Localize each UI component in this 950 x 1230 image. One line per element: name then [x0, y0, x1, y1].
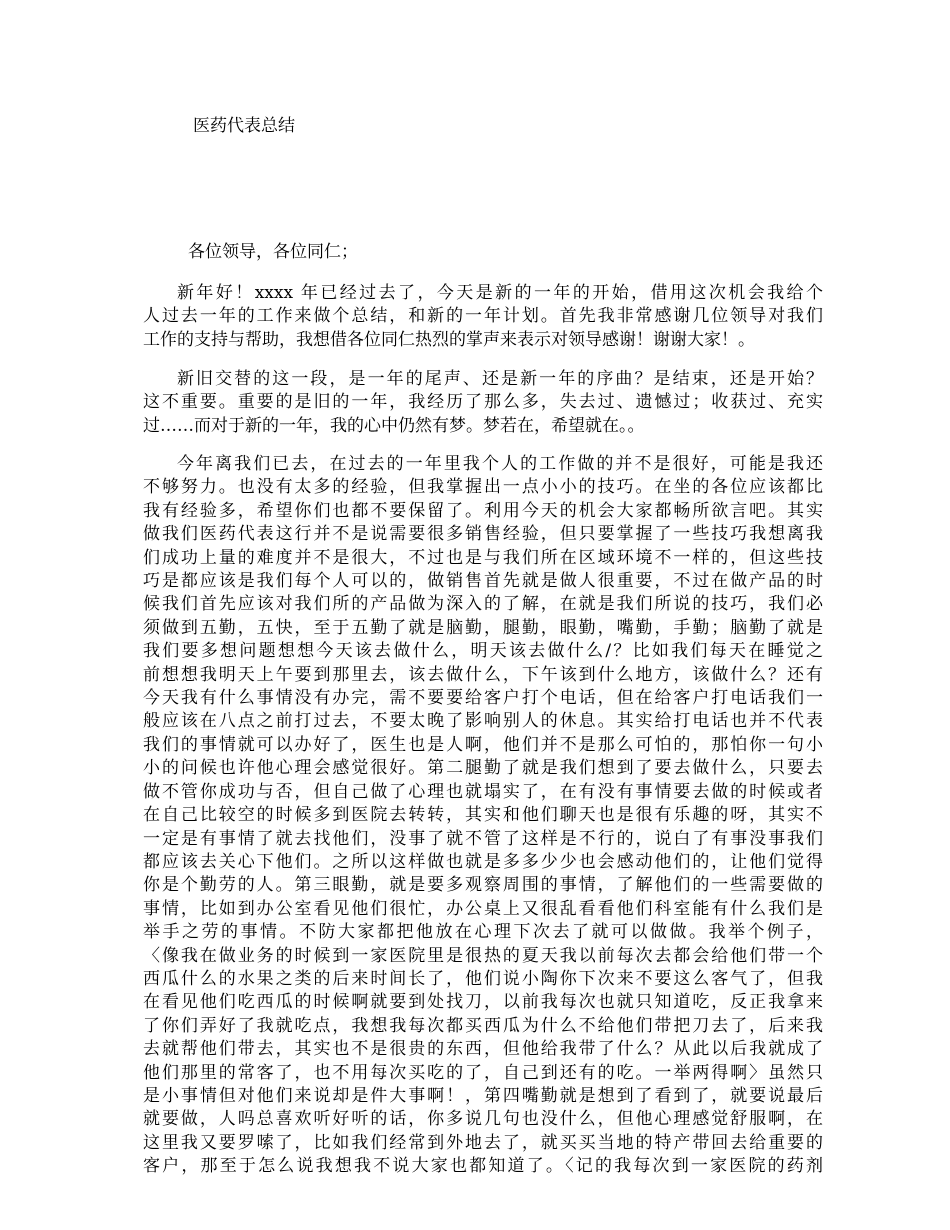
- paragraph-transition: [143, 368, 823, 438]
- paragraph-line: 过……而对于新的一年，我的心中仍然有梦。梦若在，希望就在。。: [143, 415, 645, 436]
- greeting-line: 各位领导，各位同仁；: [188, 242, 358, 262]
- paragraph-line: 这里我又要罗嗦了，比如我们经常到外地去了，就买买当地的特产带回去给重要的: [143, 1132, 823, 1153]
- paragraph-line: 你是个勤劳的人。第三眼勤，就是要多观察周围的事情，了解他们的一些需要做的: [143, 875, 823, 896]
- paragraph-line: 〈像我在做业务的时候到一家医院里是很热的夏天我以前每次去都会给他们带一个: [143, 945, 823, 966]
- paragraph-line: 我有经验多，希望你们也都不要保留了。利用今天的机会大家都畅所欲言吧。其实: [143, 500, 823, 521]
- paragraph-line: 们成功上量的难度并不是很大，不过也是与我们所在区域环境不一样的，但这些技: [143, 547, 823, 568]
- paragraph-line: 小的问候也许他心理会感觉很好。第二腿勤了就是我们想到了要去做什么，只要去: [143, 758, 823, 779]
- paragraph-line: 了你们弄好了我就吃点，我想我每次都买西瓜为什么不给他们带把刀去了，后来我: [143, 1015, 823, 1036]
- paragraph-line: 新旧交替的这一段，是一年的尾声、还是新一年的序曲？是结束，还是开始？: [177, 369, 823, 389]
- paragraph-line: 不够努力。也没有太多的经验，但我掌握出一点小小的技巧。在坐的各位应该都比: [143, 477, 823, 498]
- paragraph-line: 这不重要。重要的是旧的一年，我经历了那么多，失去过、遗憾过；收获过、充实: [143, 392, 823, 413]
- document-title: 医药代表总结: [193, 116, 295, 136]
- paragraph-line: 在看见他们吃西瓜的时候啊就要到处找刀，以前我每次也就只知道吃，反正我拿来: [143, 992, 823, 1013]
- paragraph-line: 人过去一年的工作来做个总结，和新的一年计划。首先我非常感谢几位领导对我们: [143, 306, 823, 327]
- paragraph-line: 候我们首先应该对我们所的产品做为深入的了解，在就是我们所说的技巧，我们必: [143, 594, 823, 615]
- paragraph-work-summary: [143, 453, 823, 1179]
- paragraph-line: 在自己比较空的时候多到医院去转转，其实和他们聊天也是很有乐趣的呀，其实不: [143, 805, 823, 826]
- paragraph-line: 他们那里的常客了，也不用每次买吃的了，自己到还有的吃。一举两得啊〉虽然只: [143, 1062, 823, 1083]
- paragraph-line: 一定是有事情了就去找他们，没事了就不管了这样是不行的，说白了有事没事我们: [143, 828, 823, 849]
- paragraph-line: 般应该在八点之前打过去，不要太晚了影响别人的休息。其实给打电话也并不代表: [143, 711, 823, 732]
- paragraph-line: 我们的事情就可以办好了，医生也是人啊，他们并不是那么可怕的，那怕你一句小: [143, 734, 823, 755]
- paragraph-line: 须做到五勤，五快，至于五勤了就是脑勤，腿勤，眼勤，嘴勤，手勤；脑勤了就是: [143, 617, 823, 638]
- paragraph-line: 工作的支持与帮助，我想借各位同仁热烈的掌声来表示对领导感谢！谢谢大家！。: [143, 329, 755, 350]
- paragraph-line: 事情，比如到办公室看见他们很忙，办公桌上又很乱看看他们科室能有什么我们是: [143, 898, 823, 919]
- paragraph-line: 就要做，人吗总喜欢听好听的话，你多说几句也没什么，但他心理感觉舒服啊，在: [143, 1109, 823, 1130]
- paragraph-line: 是小事情但对他们来说却是件大事啊！，第四嘴勤就是想到了看到了，就要说最后: [143, 1085, 823, 1106]
- paragraph-line: 去就帮他们带去，其实也不是很贵的东西，但他给我带了什么？从此以后我就成了: [143, 1039, 823, 1060]
- paragraph-new-year: [143, 282, 823, 352]
- paragraph-line: 巧是都应该是我们每个人可以的，做销售首先就是做人很重要，不过在做产品的时: [143, 571, 823, 592]
- paragraph-line: 做不管你成功与否，但自己做了心理也就塌实了，在有没有事情要去做的时候或者: [143, 781, 823, 802]
- paragraph-line: 我们要多想问题想想今天该去做什么，明天该去做什么/？比如我们每天在睡觉之: [143, 641, 823, 662]
- paragraph-line: 前想想我明天上午要到那里去，该去做什么，下午该到什么地方，该做什么？还有: [143, 664, 823, 685]
- paragraph-line: 都应该去关心下他们。之所以这样做也就是多多少少也会感动他们的，让他们觉得: [143, 851, 823, 872]
- paragraph-line: 新年好！xxxx 年已经过去了，今天是新的一年的开始，借用这次机会我给个: [177, 283, 823, 303]
- paragraph-line: 做我们医药代表这行并不是说需要很多销售经验，但只要掌握了一些技巧我想离我: [143, 524, 823, 545]
- paragraph-line: 今天我有什么事情没有办完，需不要要给客户打个电话，但在给客户打电话我们一: [143, 688, 823, 709]
- paragraph-line: 客户，那至于怎么说我想我不说大家也都知道了。〈记的我每次到一家医院的药剂: [143, 1156, 823, 1177]
- paragraph-line: 举手之劳的事情。不防大家都把他放在心理下次去了就可以做做。我举个例子，: [143, 922, 823, 943]
- paragraph-line: 西瓜什么的水果之类的后来时间长了，他们说小陶你下次来不要这么客气了，但我: [143, 968, 823, 989]
- paragraph-line: 今年离我们已去，在过去的一年里我个人的工作做的并不是很好，可能是我还: [177, 454, 823, 474]
